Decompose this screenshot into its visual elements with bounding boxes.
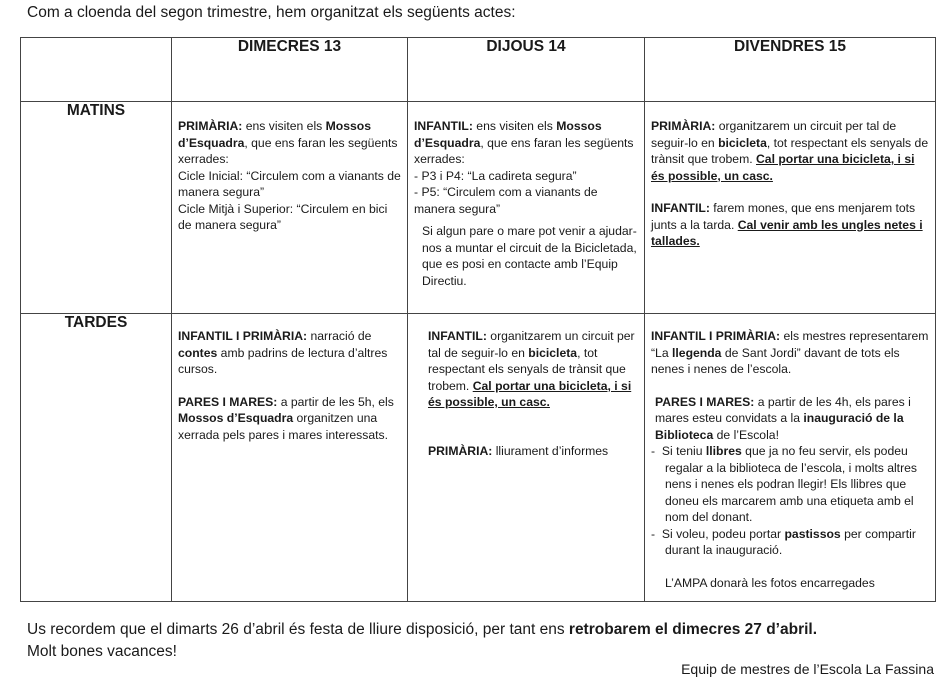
row-matins [21, 102, 936, 314]
underlined-note: Cal portar una bicicleta, i si és possible, un casc. [651, 152, 915, 183]
retrobarem-bold: retrobarem el dimecres 27 d’abril. [568, 621, 818, 638]
llibres-bold: llibres [705, 444, 742, 458]
footer-notice [27, 619, 817, 663]
cell-matins-divendres [645, 102, 936, 314]
footer-line-1 [27, 619, 817, 641]
text: ens visiten els [472, 119, 557, 133]
label-infantil-primaria: INFANTIL I PRIMÀRIA: [178, 329, 308, 343]
bicicleta-bold: bicicleta [528, 345, 578, 360]
mossos-bold: Mossos d’Esquadra [414, 119, 602, 150]
mossos-bold: Mossos d’Esquadra [178, 119, 372, 150]
cell-matins-dijous [408, 102, 645, 314]
talk-line: Cicle Mitjà i Superior: “Circulem en bici de manera segura” [178, 201, 388, 232]
contes-bold: contes [178, 345, 218, 360]
mossos-bold: Mossos d’Esquadra [178, 411, 294, 425]
schedule-table [20, 37, 936, 602]
text: , tot respectant els senyals de trànsit que trobem. [651, 135, 929, 166]
underlined-note: Cal portar una bicicleta, i si és possible, un casc. [428, 378, 632, 409]
day-header-divendres: DIVENDRES 15 [645, 38, 936, 102]
talk-line: Cicle Inicial: “Circulem com a vianants de manera segura” [178, 168, 401, 199]
cell-matins-dimecres [172, 102, 408, 314]
header-row [21, 38, 936, 102]
list-item: - Si voleu, podeu portar pastissos per compartir durant la inauguració. [651, 526, 916, 557]
cell-tardes-divendres [645, 314, 936, 602]
text: farem mones, que ens menjarem tots junts a la tarda. [651, 201, 916, 232]
row-tardes [21, 314, 936, 602]
text: Si voleu, podeu portar [661, 526, 785, 541]
text: Si teniu [661, 444, 706, 458]
cell-tardes-dimecres [172, 314, 408, 602]
ampa-note: L’AMPA donarà les fotos encarregades [665, 575, 875, 590]
label-infantil: INFANTIL: [414, 119, 473, 133]
text: de Sant Jordi” davant de tots els nenes i nenes de l’escola. [651, 345, 900, 376]
footer-line-2: Molt bones vacances! [27, 643, 177, 660]
text: que ja no feu servir, els podeu regalar a la biblioteca de l’escola, i molts altres nens i nenes els podran llegir! Els llibres que doneu els marcarem amb una etiqueta amb el nom del donant. [665, 444, 917, 524]
text: amb padrins de lectura d’altres cursos. [178, 345, 388, 376]
row-label-matins: MATINS [21, 102, 172, 314]
text: a partir de les 5h, els [277, 394, 394, 409]
text: els mestres representarem “La [651, 329, 929, 360]
label-infantil: INFANTIL: [428, 329, 487, 343]
bicicleta-bold: bicicleta [718, 135, 767, 150]
text: Us recordem que el dimarts 26 d’abril és festa de lliure disposició, per tant ens [27, 621, 569, 638]
corner-cell [21, 38, 172, 102]
label-primaria: PRIMÀRIA: [428, 443, 493, 458]
signature: Equip de mestres de l’Escola La Fassina [681, 661, 934, 677]
label-infantil-primaria: INFANTIL I PRIMÀRIA: [651, 329, 781, 343]
underlined-note: Cal venir amb les ungles netes i tallades. [651, 217, 923, 248]
text: narració de [307, 329, 372, 343]
help-note: Si algun pare o mare pot venir a ajudar-nos a muntar el circuit de la Bicicletada, que es posi en contacte amb l’Equip Directiu. [422, 224, 637, 288]
text: organitzarem un circuit per tal de seguir-lo en [428, 329, 635, 360]
label-pares-mares: PARES I MARES: [178, 394, 278, 409]
day-header-dijous: DIJOUS 14 [408, 38, 645, 102]
text: , que ens faran les següents xerrades: [178, 135, 398, 166]
label-infantil: INFANTIL: [651, 201, 710, 215]
list-item: - Si teniu llibres que ja no feu servir, els podeu regalar a la biblioteca de l’escola, i molts altres nens i nenes els podran llegir! Els llibres que doneu els marcarem amb una etiqueta amb el nom del donant. [651, 444, 917, 524]
inauguracio-bold: inauguració de la Biblioteca [655, 411, 904, 442]
pastissos-bold: pastissos [784, 526, 841, 541]
label-primaria: PRIMÀRIA: [651, 119, 716, 133]
day-header-dimecres: DIMECRES 13 [172, 38, 408, 102]
text: , tot respectant els senyals de trànsit que trobem. [428, 345, 626, 393]
label-pares-mares: PARES I MARES: [655, 394, 755, 409]
text: ens visiten els [242, 119, 326, 133]
text: lliurament d’informes [492, 443, 609, 458]
list-item: - P5: “Circulem com a vianants de manera segura” [414, 185, 598, 216]
label-primaria: PRIMÀRIA: [178, 119, 243, 133]
text: organitzen una xerrada pels pares i mares interessats. [178, 411, 388, 442]
cell-tardes-dijous [408, 314, 645, 602]
intro-text: Com a cloenda del segon trimestre, hem organitzat els següents actes: [27, 4, 516, 21]
text: , que ens faran les següents xerrades: [414, 135, 634, 166]
text: de l’Escola! [713, 427, 779, 442]
text: per compartir durant la inauguració. [665, 526, 916, 557]
row-label-tardes: TARDES [21, 314, 172, 602]
text: organitzarem un circuit per tal de seguir-lo en [651, 119, 897, 150]
list-item: - P3 i P4: “La cadireta segura” [414, 168, 577, 183]
text: a partir de les 4h, els pares i mares esteu convidats a la [655, 394, 911, 425]
llegenda-bold: llegenda [672, 345, 722, 360]
